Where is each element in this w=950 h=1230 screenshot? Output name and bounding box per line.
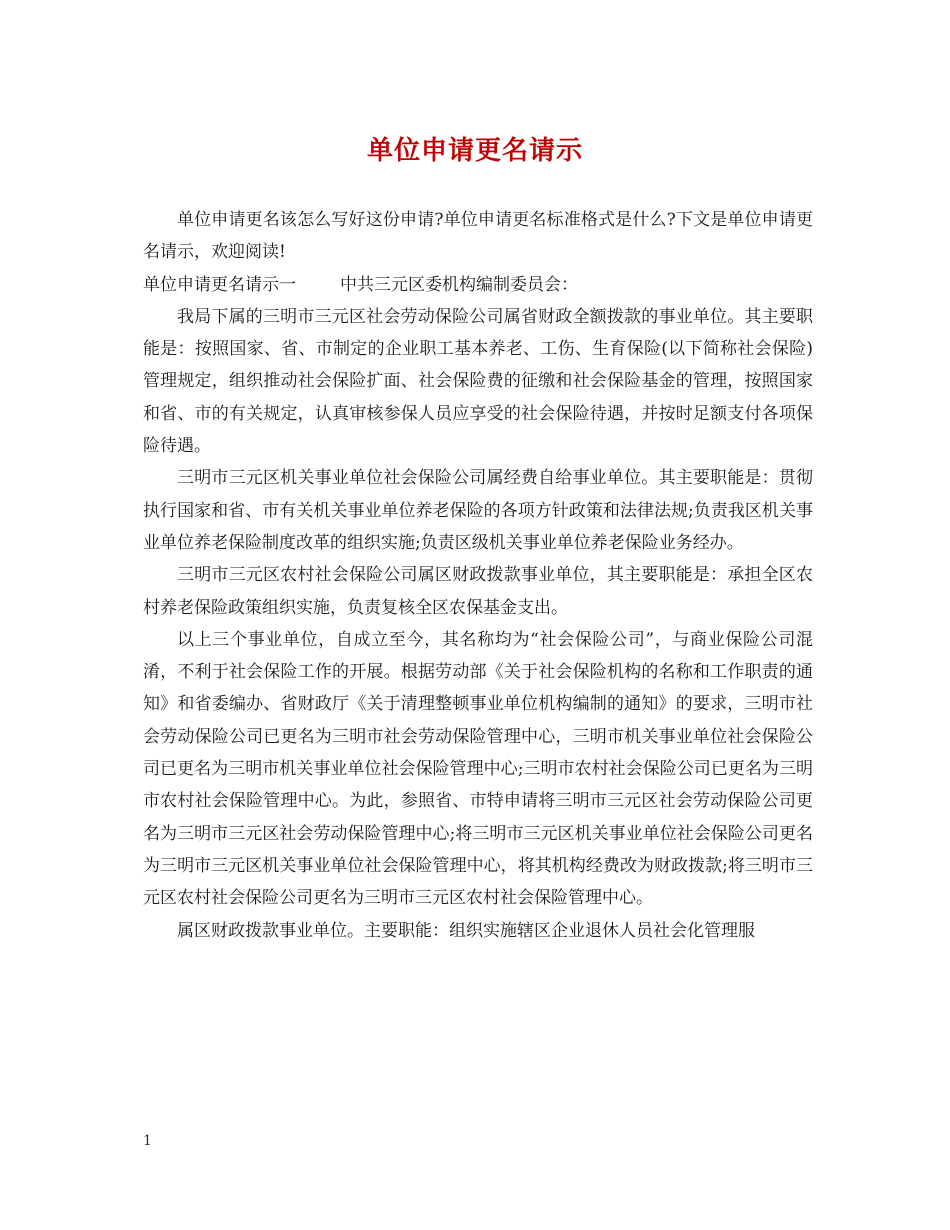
document-title: 单位申请更名请示 — [366, 136, 583, 166]
body-paragraph: 三明市三元区农村社会保险公司属区财政拨款事业单位，其主要职能是：承担全区农村养老保险政策组织实施，负责复核全区农保基金支出。 — [143, 565, 813, 618]
body-paragraph: 三明市三元区机关事业单位社会保险公司属经费自给事业单位。其主要职能是：贯彻执行国家和省、市有关机关事业单位养老保险的各项方针政策和法律法规;负责我区机关事业单位养老保险制度改革的组织实施;负责区级机关事业单位养老保险业务经办。 — [143, 468, 813, 553]
addressee: 中共三元区委机构编制委员会： — [340, 274, 578, 295]
document-body — [143, 204, 813, 947]
section-heading-line — [143, 269, 813, 301]
intro-paragraph: 单位申请更名该怎么写好这份申请?单位申请更名标准格式是什么?下文是单位申请更名请示，欢迎阅读! — [143, 210, 813, 263]
body-paragraph: 以上三个事业单位，自成立至今，其名称均为“社会保险公司”，与商业保险公司混淆，不利于社会保险工作的开展。根据劳动部《关于社会保险机构的名称和工作职责的通知》和省委编办、省财政厅《关于清理整顿事业单位机构编制的通知》的要求，三明市社会劳动保险公司已更名为三明市社会劳动保险管理中心，三明市机关事业单位社会保险公司已更名为三明市机关事业单位社会保险管理中心;三明市农村社会保险公司已更名为三明市农村社会保险管理中心。为此，参照省、市特申请将三明市三元区社会劳动保险公司更名为三明市三元区社会劳动保险管理中心;将三明市三元区机关事业单位社会保险公司更名为三明市三元区机关事业单位社会保险管理中心，将其机构经费改为财政拨款;将三明市三元区农村社会保险公司更名为三明市三元区农村社会保险管理中心。 — [143, 629, 813, 909]
section-heading: 单位申请更名请示一 — [143, 274, 296, 295]
body-paragraph: 属区财政拨款事业单位。主要职能：组织实施辖区企业退休人员社会化管理服 — [177, 920, 755, 941]
page-number: 1 — [143, 1133, 152, 1149]
body-paragraph: 我局下属的三明市三元区社会劳动保险公司属省财政全额拨款的事业单位。其主要职能是：按照国家、省、市制定的企业职工基本养老、工伤、生育保险(以下简称社会保险)管理规定，组织推动社会保险扩面、社会保险费的征缴和社会保险基金的管理，按照国家和省、市的有关规定，认真审核参保人员应享受的社会保险待遇，并按时足额支付各项保险待遇。 — [143, 306, 813, 457]
